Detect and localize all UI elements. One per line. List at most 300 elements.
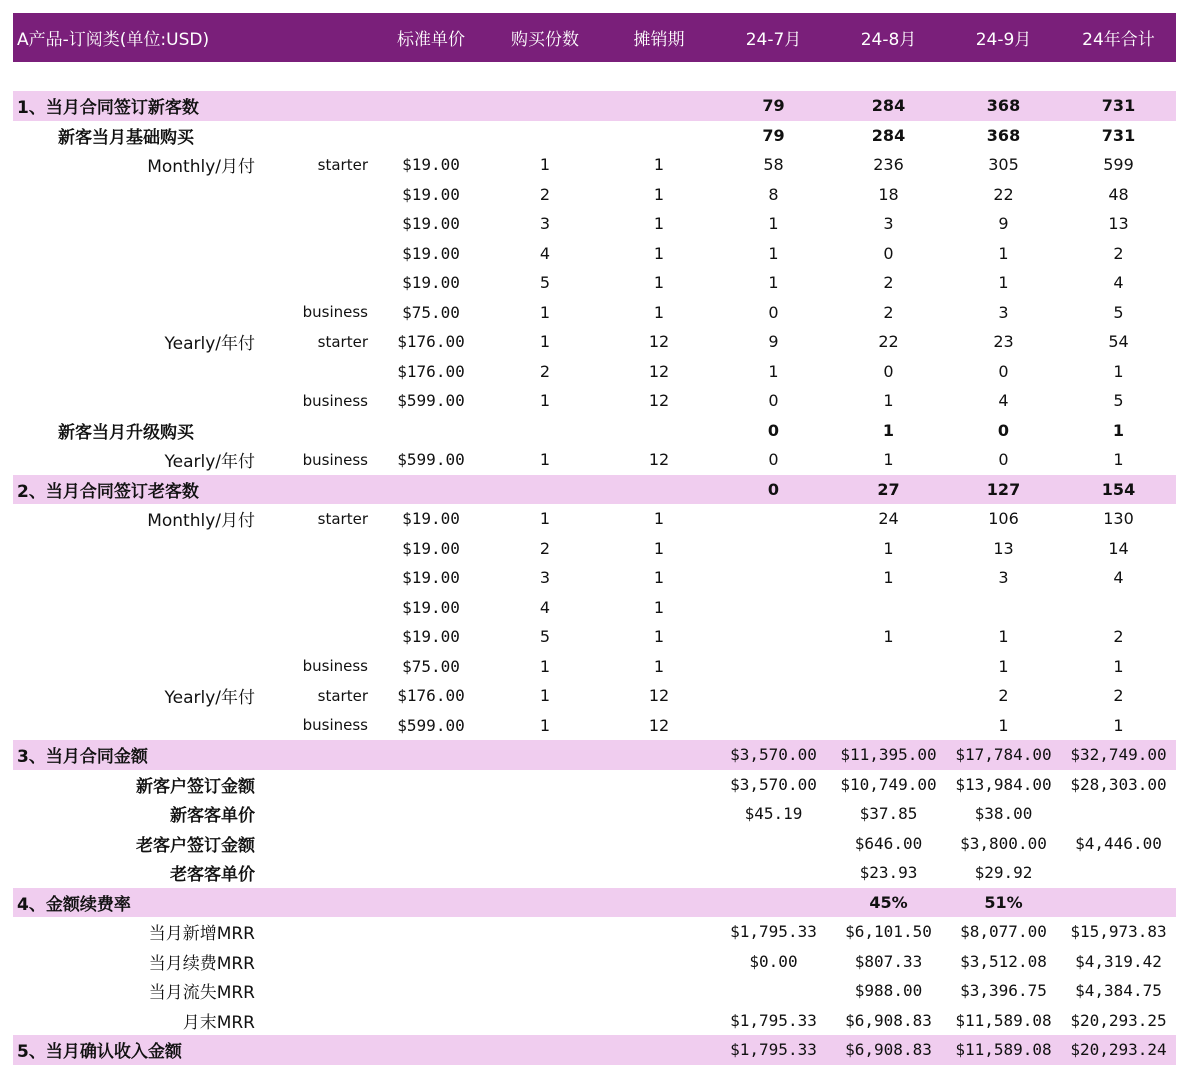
cell-total[interactable]: 2 xyxy=(1113,627,1124,647)
amort-cell[interactable]: 12 xyxy=(648,686,670,706)
cell-total[interactable]: 731 xyxy=(1061,91,1176,121)
cell-aug[interactable]: $646.00 xyxy=(854,833,923,853)
tier-label[interactable] xyxy=(261,239,374,269)
metric-label[interactable]: 新客户签订金额 xyxy=(136,776,255,797)
cell-sep[interactable] xyxy=(946,593,1061,623)
cell-aug[interactable]: 45% xyxy=(831,888,946,918)
qty-cell[interactable]: 2 xyxy=(539,361,551,381)
cell-aug[interactable]: $6,908.83 xyxy=(845,1010,932,1030)
price-cell[interactable]: $176.00 xyxy=(397,332,465,352)
cell-aug[interactable]: $807.33 xyxy=(854,951,923,971)
plan-label[interactable]: Yearly/年付 xyxy=(164,688,255,709)
cell-empty[interactable] xyxy=(261,917,374,947)
cell-sep[interactable]: $11,589.08 xyxy=(955,1010,1052,1030)
qty-cell[interactable]: 1 xyxy=(539,656,551,676)
cell-empty[interactable] xyxy=(261,947,374,977)
cell-total[interactable]: $20,293.24 xyxy=(1061,1035,1176,1065)
price-cell[interactable]: $599.00 xyxy=(397,450,465,470)
qty-cell[interactable]: 1 xyxy=(539,450,551,470)
cell-aug[interactable]: 3 xyxy=(883,214,894,234)
cell-empty[interactable] xyxy=(261,121,374,151)
price-cell[interactable]: $19.00 xyxy=(402,184,460,204)
cell-total[interactable]: 54 xyxy=(1108,332,1129,352)
cell-empty[interactable] xyxy=(488,799,602,829)
cell-empty[interactable] xyxy=(261,416,374,446)
tier-label[interactable] xyxy=(261,593,374,623)
cell-empty[interactable] xyxy=(602,858,716,888)
cell-empty[interactable] xyxy=(602,740,716,770)
cell-sep[interactable]: $13,984.00 xyxy=(955,774,1052,794)
cell-aug[interactable]: 0 xyxy=(883,361,894,381)
cell-jul[interactable]: 58 xyxy=(763,155,784,175)
cell-empty[interactable] xyxy=(488,976,602,1006)
cell-total[interactable]: 599 xyxy=(1103,155,1134,175)
cell-aug[interactable]: 2 xyxy=(883,302,894,322)
cell-jul[interactable]: 1 xyxy=(768,243,779,263)
cell-empty[interactable] xyxy=(261,888,374,918)
cell-jul[interactable]: $45.19 xyxy=(744,804,803,824)
cell-aug[interactable]: 1 xyxy=(883,538,894,558)
cell-jul[interactable] xyxy=(716,563,831,593)
cell-total[interactable] xyxy=(1061,858,1176,888)
cell-jul[interactable]: 0 xyxy=(768,302,779,322)
amort-cell[interactable]: 1 xyxy=(653,597,665,617)
header-sep[interactable]: 24-9月 xyxy=(946,13,1061,62)
cell-empty[interactable] xyxy=(374,1035,488,1065)
cell-sep[interactable]: 106 xyxy=(988,509,1019,529)
cell-jul[interactable]: 9 xyxy=(768,332,779,352)
amort-cell[interactable]: 12 xyxy=(648,332,670,352)
tier-label[interactable] xyxy=(261,357,374,387)
cell-aug[interactable]: 0 xyxy=(883,243,894,263)
amort-cell[interactable]: 1 xyxy=(653,302,665,322)
cell-total[interactable] xyxy=(1061,888,1176,918)
cell-jul[interactable]: 1 xyxy=(768,214,779,234)
cell-empty[interactable] xyxy=(488,416,602,446)
cell-total[interactable]: 4 xyxy=(1113,273,1124,293)
cell-empty[interactable] xyxy=(602,888,716,918)
plan-label[interactable] xyxy=(13,268,261,298)
cell-empty[interactable] xyxy=(261,1006,374,1036)
plan-label[interactable]: Monthly/月付 xyxy=(147,157,255,178)
header-qty[interactable]: 购买份数 xyxy=(488,13,602,62)
cell-empty[interactable] xyxy=(261,740,374,770)
cell-total[interactable]: $15,973.83 xyxy=(1070,922,1167,942)
price-cell[interactable]: $599.00 xyxy=(397,715,465,735)
header-amort[interactable]: 摊销期 xyxy=(602,13,716,62)
cell-empty[interactable] xyxy=(488,947,602,977)
cell-empty[interactable] xyxy=(374,475,488,505)
cell-empty[interactable] xyxy=(488,91,602,121)
plan-label[interactable]: Monthly/月付 xyxy=(147,511,255,532)
cell-empty[interactable] xyxy=(488,829,602,859)
plan-label[interactable] xyxy=(13,534,261,564)
cell-empty[interactable] xyxy=(488,917,602,947)
cell-sep[interactable]: 22 xyxy=(993,184,1014,204)
cell-sep[interactable]: 4 xyxy=(998,391,1009,411)
qty-cell[interactable]: 1 xyxy=(539,332,551,352)
cell-aug[interactable]: 1 xyxy=(883,627,894,647)
cell-sep[interactable]: 1 xyxy=(998,627,1009,647)
cell-jul[interactable] xyxy=(716,622,831,652)
price-cell[interactable]: $19.00 xyxy=(402,627,460,647)
plan-label[interactable] xyxy=(13,652,261,682)
amort-cell[interactable]: 1 xyxy=(653,538,665,558)
qty-cell[interactable]: 2 xyxy=(539,538,551,558)
cell-empty[interactable] xyxy=(374,917,488,947)
qty-cell[interactable]: 1 xyxy=(539,391,551,411)
plan-label[interactable] xyxy=(13,357,261,387)
cell-empty[interactable] xyxy=(602,770,716,800)
cell-total[interactable]: 731 xyxy=(1101,125,1136,145)
section-label[interactable]: 2、当月合同签订老客数 xyxy=(13,475,261,505)
cell-empty[interactable] xyxy=(602,1006,716,1036)
cell-empty[interactable] xyxy=(602,799,716,829)
cell-empty[interactable] xyxy=(602,829,716,859)
amort-cell[interactable]: 1 xyxy=(653,509,665,529)
cell-sep[interactable]: 9 xyxy=(998,214,1009,234)
metric-label[interactable]: 当月新增MRR xyxy=(148,924,255,945)
cell-aug[interactable]: $11,395.00 xyxy=(831,740,946,770)
tier-label[interactable]: business xyxy=(302,716,368,735)
cell-aug[interactable] xyxy=(831,711,946,741)
amort-cell[interactable]: 12 xyxy=(648,450,670,470)
header-title[interactable]: A产品-订阅类(单位:USD) xyxy=(13,13,261,62)
cell-empty[interactable] xyxy=(374,829,488,859)
plan-label[interactable]: Yearly/年付 xyxy=(164,452,255,473)
qty-cell[interactable]: 1 xyxy=(539,155,551,175)
tier-label[interactable]: starter xyxy=(317,509,368,528)
qty-cell[interactable]: 1 xyxy=(539,686,551,706)
cell-empty[interactable] xyxy=(602,121,716,151)
price-cell[interactable]: $19.00 xyxy=(402,214,460,234)
subsection-label[interactable]: 新客当月升级购买 xyxy=(58,422,194,443)
cell-jul[interactable] xyxy=(716,976,831,1006)
amort-cell[interactable]: 1 xyxy=(653,273,665,293)
cell-sep[interactable]: $38.00 xyxy=(974,804,1033,824)
price-cell[interactable]: $75.00 xyxy=(402,302,460,322)
cell-jul[interactable]: 0 xyxy=(768,450,779,470)
cell-sep[interactable]: 0 xyxy=(998,450,1009,470)
cell-aug[interactable]: $10,749.00 xyxy=(840,774,937,794)
qty-cell[interactable]: 1 xyxy=(539,302,551,322)
qty-cell[interactable]: 5 xyxy=(539,273,551,293)
plan-label[interactable]: Yearly/年付 xyxy=(164,334,255,355)
price-cell[interactable]: $19.00 xyxy=(402,568,460,588)
amort-cell[interactable]: 1 xyxy=(653,214,665,234)
price-cell[interactable]: $19.00 xyxy=(402,538,460,558)
cell-empty[interactable] xyxy=(488,475,602,505)
amort-cell[interactable]: 1 xyxy=(653,656,665,676)
cell-total[interactable]: $32,749.00 xyxy=(1061,740,1176,770)
plan-label[interactable] xyxy=(13,711,261,741)
cell-sep[interactable]: $29.92 xyxy=(974,863,1033,883)
cell-jul[interactable]: 79 xyxy=(716,91,831,121)
cell-empty[interactable] xyxy=(488,1035,602,1065)
cell-total[interactable]: $28,303.00 xyxy=(1070,774,1167,794)
cell-sep[interactable]: 1 xyxy=(998,243,1009,263)
cell-aug[interactable]: 236 xyxy=(873,155,904,175)
cell-aug[interactable]: 1 xyxy=(882,420,895,440)
qty-cell[interactable]: 4 xyxy=(539,243,551,263)
cell-empty[interactable] xyxy=(602,917,716,947)
price-cell[interactable]: $19.00 xyxy=(402,243,460,263)
cell-sep[interactable]: 2 xyxy=(998,686,1009,706)
cell-total[interactable]: 154 xyxy=(1061,475,1176,505)
cell-sep[interactable]: $17,784.00 xyxy=(946,740,1061,770)
cell-empty[interactable] xyxy=(261,829,374,859)
tier-label[interactable] xyxy=(261,180,374,210)
cell-empty[interactable] xyxy=(602,1035,716,1065)
cell-sep[interactable]: $3,800.00 xyxy=(960,833,1047,853)
metric-label[interactable]: 月末MRR xyxy=(182,1012,255,1033)
cell-aug[interactable]: $988.00 xyxy=(854,981,923,1001)
cell-total[interactable]: 4 xyxy=(1113,568,1124,588)
qty-cell[interactable]: 1 xyxy=(539,509,551,529)
cell-jul[interactable]: 0 xyxy=(768,391,779,411)
cell-sep[interactable]: 305 xyxy=(988,155,1019,175)
cell-aug[interactable] xyxy=(831,652,946,682)
cell-jul[interactable]: $1,795.33 xyxy=(730,922,817,942)
plan-label[interactable] xyxy=(13,386,261,416)
cell-jul[interactable]: 0 xyxy=(767,420,780,440)
cell-empty[interactable] xyxy=(602,91,716,121)
cell-aug[interactable]: 1 xyxy=(883,391,894,411)
section-label[interactable]: 5、当月确认收入金额 xyxy=(13,1035,261,1065)
qty-cell[interactable]: 5 xyxy=(539,627,551,647)
cell-empty[interactable] xyxy=(488,770,602,800)
cell-aug[interactable]: 27 xyxy=(831,475,946,505)
cell-aug[interactable]: 284 xyxy=(831,91,946,121)
cell-empty[interactable] xyxy=(261,799,374,829)
cell-empty[interactable] xyxy=(374,947,488,977)
cell-empty[interactable] xyxy=(374,976,488,1006)
cell-empty[interactable] xyxy=(261,1035,374,1065)
cell-total[interactable]: 48 xyxy=(1108,184,1129,204)
cell-jul[interactable] xyxy=(716,681,831,711)
cell-jul[interactable]: $0.00 xyxy=(749,951,798,971)
cell-total[interactable]: 1 xyxy=(1113,715,1124,735)
cell-total[interactable]: $4,319.42 xyxy=(1075,951,1162,971)
cell-empty[interactable] xyxy=(374,888,488,918)
cell-jul[interactable] xyxy=(716,652,831,682)
cell-aug[interactable] xyxy=(831,593,946,623)
cell-total[interactable]: 13 xyxy=(1108,214,1129,234)
cell-sep[interactable]: 1 xyxy=(998,273,1009,293)
price-cell[interactable]: $19.00 xyxy=(402,509,460,529)
cell-jul[interactable] xyxy=(716,504,831,534)
cell-aug[interactable]: $6,908.83 xyxy=(831,1035,946,1065)
tier-label[interactable] xyxy=(261,563,374,593)
cell-jul[interactable]: 1 xyxy=(768,361,779,381)
tier-label[interactable] xyxy=(261,534,374,564)
metric-label[interactable]: 老客户签订金额 xyxy=(136,835,255,856)
cell-total[interactable]: 2 xyxy=(1113,243,1124,263)
plan-label[interactable] xyxy=(13,563,261,593)
cell-empty[interactable] xyxy=(488,121,602,151)
cell-total[interactable]: 14 xyxy=(1108,538,1129,558)
cell-sep[interactable]: $11,589.08 xyxy=(946,1035,1061,1065)
qty-cell[interactable]: 4 xyxy=(539,597,551,617)
cell-empty[interactable] xyxy=(374,740,488,770)
cell-aug[interactable]: 18 xyxy=(878,184,899,204)
price-cell[interactable]: $19.00 xyxy=(402,155,460,175)
plan-label[interactable] xyxy=(13,209,261,239)
cell-total[interactable]: 1 xyxy=(1113,656,1124,676)
cell-jul[interactable]: 79 xyxy=(762,125,785,145)
cell-total[interactable] xyxy=(1061,593,1176,623)
cell-empty[interactable] xyxy=(374,770,488,800)
cell-total[interactable]: $4,446.00 xyxy=(1075,833,1162,853)
header-total[interactable]: 24年合计 xyxy=(1061,13,1176,62)
qty-cell[interactable]: 2 xyxy=(539,184,551,204)
cell-empty[interactable] xyxy=(261,91,374,121)
amort-cell[interactable]: 12 xyxy=(648,391,670,411)
tier-label[interactable]: starter xyxy=(317,686,368,705)
cell-jul[interactable]: 0 xyxy=(716,475,831,505)
cell-sep[interactable]: 23 xyxy=(993,332,1014,352)
cell-sep[interactable]: 13 xyxy=(993,538,1014,558)
cell-empty[interactable] xyxy=(488,740,602,770)
section-label[interactable]: 1、当月合同签订新客数 xyxy=(13,91,261,121)
metric-label[interactable]: 当月续费MRR xyxy=(148,953,255,974)
price-cell[interactable]: $19.00 xyxy=(402,597,460,617)
cell-aug[interactable]: 284 xyxy=(871,125,906,145)
tier-label[interactable]: business xyxy=(302,450,368,469)
cell-empty[interactable] xyxy=(488,888,602,918)
cell-total[interactable]: $4,384.75 xyxy=(1075,981,1162,1001)
qty-cell[interactable]: 3 xyxy=(539,568,551,588)
cell-empty[interactable] xyxy=(374,121,488,151)
cell-total[interactable]: 2 xyxy=(1113,686,1124,706)
price-cell[interactable]: $599.00 xyxy=(397,391,465,411)
cell-total[interactable]: 130 xyxy=(1103,509,1134,529)
cell-total[interactable]: 1 xyxy=(1113,450,1124,470)
cell-sep[interactable]: 1 xyxy=(998,715,1009,735)
cell-empty[interactable] xyxy=(261,976,374,1006)
header-jul[interactable]: 24-7月 xyxy=(716,13,831,62)
cell-total[interactable]: 1 xyxy=(1113,361,1124,381)
cell-jul[interactable] xyxy=(716,829,831,859)
cell-jul[interactable]: 8 xyxy=(768,184,779,204)
cell-sep[interactable]: 368 xyxy=(986,125,1021,145)
cell-empty[interactable] xyxy=(374,799,488,829)
cell-sep[interactable]: $3,396.75 xyxy=(960,981,1047,1001)
cell-total[interactable]: 1 xyxy=(1112,420,1125,440)
cell-empty[interactable] xyxy=(261,475,374,505)
cell-empty[interactable] xyxy=(602,976,716,1006)
cell-jul[interactable]: $3,570.00 xyxy=(716,740,831,770)
cell-aug[interactable]: 22 xyxy=(878,332,899,352)
amort-cell[interactable]: 1 xyxy=(653,243,665,263)
cell-sep[interactable]: $8,077.00 xyxy=(960,922,1047,942)
tier-label[interactable] xyxy=(261,209,374,239)
cell-aug[interactable]: 2 xyxy=(883,273,894,293)
tier-label[interactable]: business xyxy=(302,391,368,410)
amort-cell[interactable]: 1 xyxy=(653,184,665,204)
plan-label[interactable] xyxy=(13,593,261,623)
cell-total[interactable] xyxy=(1061,799,1176,829)
amort-cell[interactable]: 1 xyxy=(653,568,665,588)
tier-label[interactable] xyxy=(261,268,374,298)
cell-sep[interactable]: 3 xyxy=(998,568,1009,588)
price-cell[interactable]: $75.00 xyxy=(402,656,460,676)
cell-empty[interactable] xyxy=(488,858,602,888)
cell-aug[interactable]: $6,101.50 xyxy=(845,922,932,942)
section-label[interactable]: 4、金额续费率 xyxy=(13,888,261,918)
price-cell[interactable]: $176.00 xyxy=(397,686,465,706)
cell-sep[interactable]: 0 xyxy=(998,361,1009,381)
tier-label[interactable] xyxy=(261,622,374,652)
cell-empty[interactable] xyxy=(374,858,488,888)
header-empty[interactable] xyxy=(261,13,374,62)
cell-sep[interactable]: 3 xyxy=(998,302,1009,322)
amort-cell[interactable]: 1 xyxy=(653,627,665,647)
plan-label[interactable] xyxy=(13,180,261,210)
tier-label[interactable]: business xyxy=(302,303,368,322)
cell-sep[interactable]: 51% xyxy=(946,888,1061,918)
cell-empty[interactable] xyxy=(488,1006,602,1036)
cell-sep[interactable]: $3,512.08 xyxy=(960,951,1047,971)
cell-jul[interactable] xyxy=(716,711,831,741)
amort-cell[interactable]: 12 xyxy=(648,715,670,735)
plan-label[interactable] xyxy=(13,298,261,328)
qty-cell[interactable]: 1 xyxy=(539,715,551,735)
cell-sep[interactable]: 1 xyxy=(998,656,1009,676)
cell-jul[interactable]: $1,795.33 xyxy=(730,1010,817,1030)
plan-label[interactable] xyxy=(13,239,261,269)
plan-label[interactable] xyxy=(13,622,261,652)
cell-empty[interactable] xyxy=(374,1006,488,1036)
metric-label[interactable]: 新客客单价 xyxy=(170,806,255,827)
tier-label[interactable]: starter xyxy=(317,332,368,351)
header-aug[interactable]: 24-8月 xyxy=(831,13,946,62)
cell-total[interactable]: 5 xyxy=(1113,391,1124,411)
amort-cell[interactable]: 12 xyxy=(648,361,670,381)
cell-jul[interactable] xyxy=(716,534,831,564)
cell-jul[interactable]: $3,570.00 xyxy=(730,774,817,794)
cell-jul[interactable] xyxy=(716,593,831,623)
cell-sep[interactable]: 127 xyxy=(946,475,1061,505)
qty-cell[interactable]: 3 xyxy=(539,214,551,234)
cell-aug[interactable]: $37.85 xyxy=(859,804,918,824)
tier-label[interactable]: business xyxy=(302,657,368,676)
cell-sep[interactable]: 0 xyxy=(997,420,1010,440)
cell-empty[interactable] xyxy=(374,91,488,121)
cell-jul[interactable]: 1 xyxy=(768,273,779,293)
cell-sep[interactable]: 368 xyxy=(946,91,1061,121)
cell-empty[interactable] xyxy=(602,947,716,977)
tier-label[interactable]: starter xyxy=(317,155,368,174)
amort-cell[interactable]: 1 xyxy=(653,155,665,175)
metric-label[interactable]: 当月流失MRR xyxy=(148,983,255,1004)
cell-jul[interactable] xyxy=(716,858,831,888)
price-cell[interactable]: $176.00 xyxy=(397,361,465,381)
header-price[interactable]: 标准单价 xyxy=(374,13,488,62)
cell-aug[interactable]: $23.93 xyxy=(859,863,918,883)
cell-jul[interactable] xyxy=(716,888,831,918)
cell-aug[interactable] xyxy=(831,681,946,711)
section-label[interactable]: 3、当月合同金额 xyxy=(13,740,261,770)
cell-jul[interactable]: $1,795.33 xyxy=(716,1035,831,1065)
cell-aug[interactable]: 1 xyxy=(883,568,894,588)
cell-empty[interactable] xyxy=(261,858,374,888)
cell-empty[interactable] xyxy=(602,416,716,446)
cell-empty[interactable] xyxy=(374,416,488,446)
cell-aug[interactable]: 1 xyxy=(883,450,894,470)
cell-empty[interactable] xyxy=(602,475,716,505)
subsection-label[interactable]: 新客当月基础购买 xyxy=(58,127,194,148)
